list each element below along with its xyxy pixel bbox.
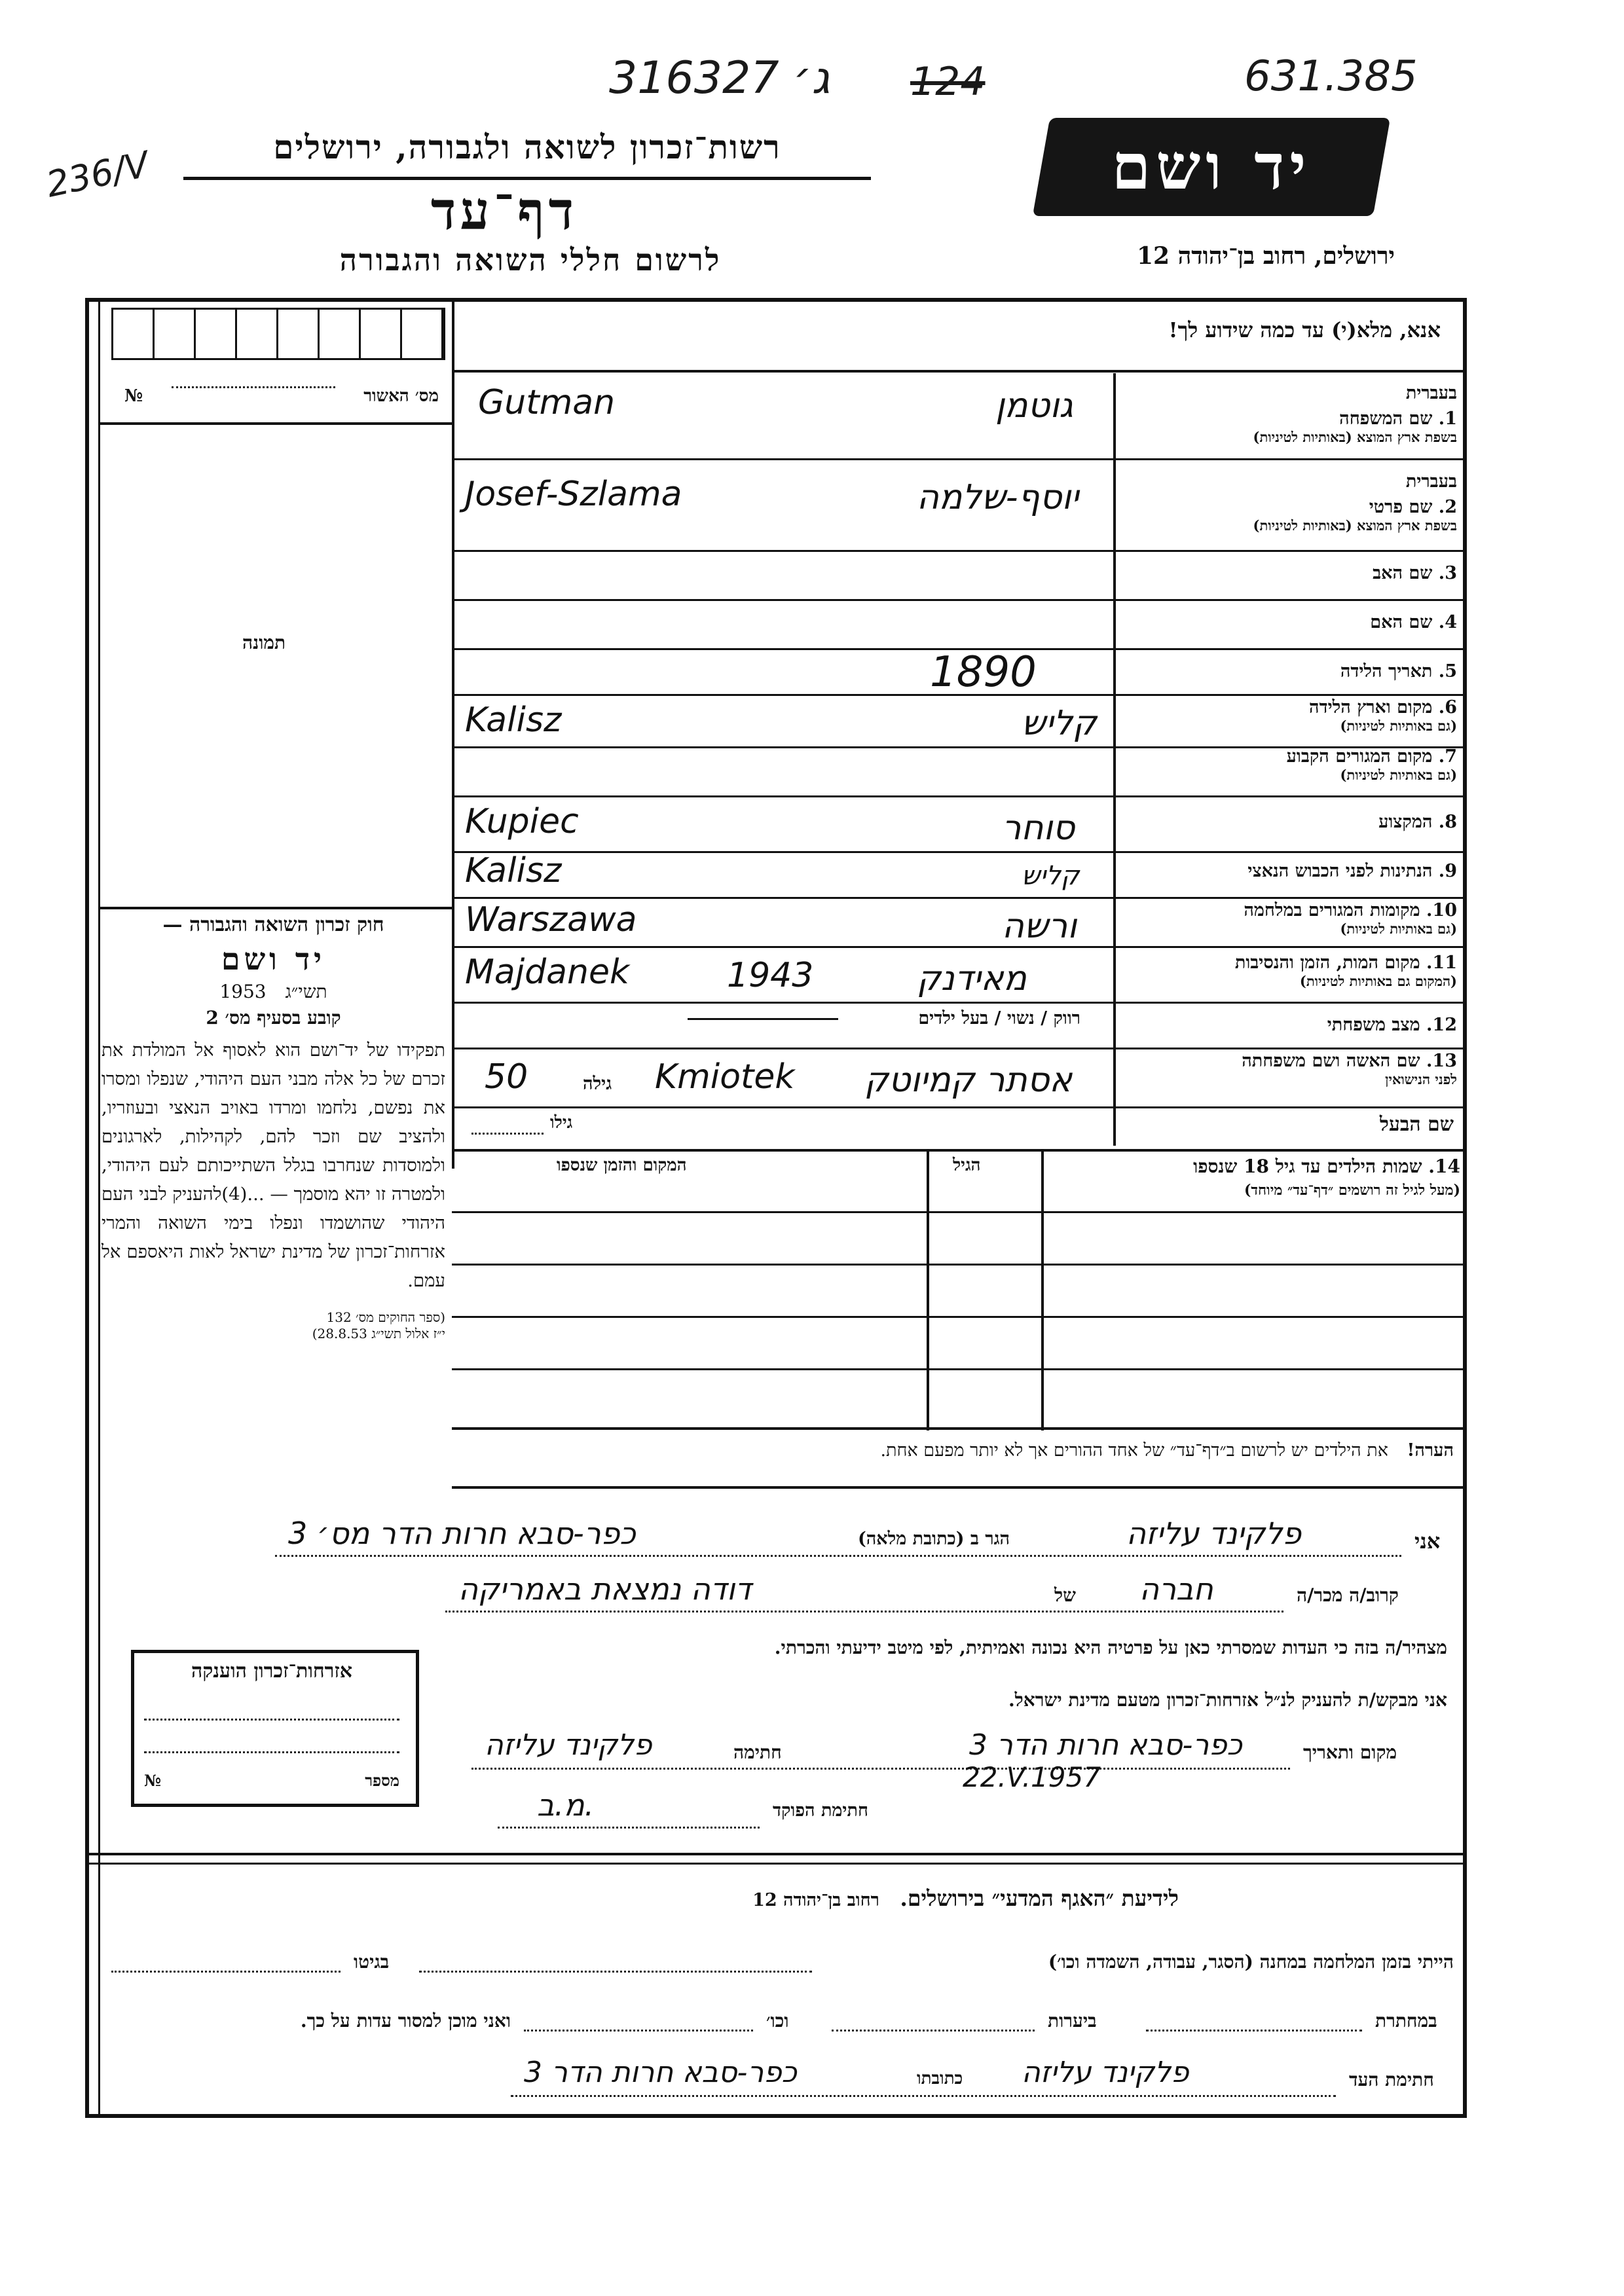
field-1-label-text: שם המשפחה bbox=[1339, 409, 1433, 429]
field-6-num: 6. bbox=[1438, 697, 1457, 718]
field-2-hebrew-tag: בעברית bbox=[1405, 471, 1457, 492]
field-3-num: 3. bbox=[1438, 563, 1457, 583]
field-8-value-latin: Kupiec bbox=[465, 802, 579, 841]
sci-witness-sig-label: חתימת העד bbox=[1349, 2069, 1434, 2090]
decl-place-date-label: מקום ותאריך bbox=[1303, 1741, 1397, 1763]
row-line-8 bbox=[452, 851, 1467, 853]
field-5-label-text: תאריך הלידה bbox=[1340, 661, 1433, 682]
decl-request: אני מבקש/ת להעניק לנ״ל אזרחות־זכרון מטעם מדינת ישראל. bbox=[1008, 1689, 1447, 1711]
decl-date-value: 22.V.1957 bbox=[963, 1761, 1101, 1793]
archive-number-margin: 236/V bbox=[43, 143, 153, 206]
children-col-age: הגיל bbox=[953, 1156, 981, 1175]
field-4-label-text: שם האם bbox=[1370, 612, 1433, 632]
field-2-value-latin: Josef-Szlama bbox=[465, 475, 682, 514]
header-address: ירושלים, רחוב בן־יהודה 12 bbox=[1136, 242, 1395, 270]
form-subtitle: לרשום חללי השואה והגבורה bbox=[339, 242, 722, 278]
children-sub: (מעל לגיל זה רושמים ״דף־עד״ מיוחד) bbox=[1244, 1182, 1460, 1199]
form-title: דף־עד bbox=[430, 180, 578, 242]
sci-forests: ביערות bbox=[1048, 2010, 1097, 2032]
field-13-age-label: גילה bbox=[583, 1074, 612, 1094]
field-11-sub: (המקום גם באותיות לטיניות) bbox=[1299, 973, 1457, 989]
field-1-label bbox=[1120, 383, 1457, 446]
field-1-value-latin: Gutman bbox=[478, 383, 616, 422]
children-row-5 bbox=[452, 1427, 1467, 1430]
sci-etc: וכו׳ bbox=[766, 2010, 789, 2032]
field-6-label-text: מקום וארץ הלידה bbox=[1309, 697, 1433, 718]
husband-age-label: גילו bbox=[550, 1113, 573, 1133]
field-13-value-latin: Kmiotek bbox=[655, 1057, 795, 1097]
law-year-he: תשי״ג bbox=[285, 981, 327, 1002]
decl-line-3 bbox=[471, 1768, 1290, 1770]
decl-ani-label: אני bbox=[1414, 1529, 1441, 1554]
sci-hideout-fill bbox=[1146, 2030, 1362, 2032]
law-logo: יד ושם bbox=[221, 941, 326, 977]
field-4-label bbox=[1120, 612, 1457, 632]
photo-label: תמונה bbox=[242, 632, 286, 653]
sci-title: לידיעת ״האגף המדעי״ בירושלים. bbox=[900, 1886, 1179, 1911]
stamp-line-1 bbox=[144, 1719, 399, 1721]
decl-line-4 bbox=[498, 1827, 760, 1829]
husband-age-line bbox=[471, 1133, 544, 1135]
field-7-label bbox=[1120, 746, 1457, 784]
law-citation-date: י״ז אלול תשי״ג 28.8.53) bbox=[312, 1326, 445, 1341]
field-9-value-hebrew: קליש bbox=[1022, 861, 1080, 891]
row-line-10 bbox=[452, 946, 1467, 948]
note-row-bottom bbox=[452, 1486, 1467, 1489]
field-12-label bbox=[1120, 1015, 1457, 1035]
field-11-value-year: 1943 bbox=[727, 956, 814, 995]
field-9-num: 9. bbox=[1438, 861, 1457, 881]
field-6-value-hebrew: קליש bbox=[1022, 704, 1097, 743]
field-7-label-text: מקום המגורים הקבוע bbox=[1286, 746, 1433, 767]
field-7-sub: (גם באותיות לטיניות) bbox=[1340, 767, 1457, 783]
row-line-2 bbox=[452, 550, 1467, 552]
field-6-value-latin: Kalisz bbox=[465, 701, 562, 740]
field-11-value-latin: Majdanek bbox=[465, 953, 630, 992]
field-5-value: 1890 bbox=[930, 648, 1037, 697]
row-line-7 bbox=[452, 795, 1467, 797]
law-citation: (ספר החוקים מס׳ 132 bbox=[326, 1309, 445, 1325]
children-row-1 bbox=[452, 1211, 1467, 1213]
decl-of-value: דודה נמצאת באמריקה bbox=[458, 1571, 752, 1607]
law-year: 1953 bbox=[219, 981, 267, 1002]
field-5-label bbox=[1120, 661, 1457, 682]
decl-statement: מצהיר/ה בזה כי העדות שמסרתי כאן על פרטיה היא נכונה ואמיתית, לפי מיטב ידיעתי והכרתי. bbox=[774, 1637, 1447, 1658]
sci-witness-line bbox=[511, 2095, 1336, 2097]
law-body: תפקידו של יד־ושם הוא לאסוף אל המולדת את זכרם של כל אלה מבני העם היהודי, שנפלו ומסרו את נפשם, נלחמו ומרדו באויב הנאצי ובעוזריו, ולהציב שם וזכר להם, לקהילות, לארגונים ולמוסדות שנחרבו בגלל השתייכותם לעם היהודי, ולמטרה זו יהא מוסמך — ...(4)להעניק לבני העם היהודי שהושמדו ונפלו בימי השואה והמרי אזרחות־זכרון של מדינת ישראל לאות היאספם אל עמם. bbox=[101, 1040, 446, 1291]
photo-box-top bbox=[98, 422, 452, 425]
photo-box-bottom bbox=[98, 907, 452, 909]
sci-ready: ואני מוכן למסור עדות על כך. bbox=[300, 2010, 511, 2032]
field-11-label-text: מקום המות, הזמן והנסיבות bbox=[1234, 953, 1420, 973]
law-year-row bbox=[101, 981, 445, 1003]
yad-vashem-logo bbox=[1033, 118, 1390, 216]
row-line-9 bbox=[452, 897, 1467, 899]
children-row-2 bbox=[452, 1264, 1467, 1266]
field-9-value-latin: Kalisz bbox=[465, 851, 562, 890]
field-2-value-hebrew: יוסף-שלמה bbox=[917, 478, 1079, 517]
law-title: חוק זכרון השואה והגבורה — bbox=[162, 913, 384, 936]
field-1-value-hebrew: גוטמן bbox=[995, 386, 1073, 426]
field-2-label bbox=[1120, 471, 1457, 534]
children-num: 14. bbox=[1428, 1156, 1460, 1177]
note-text: את הילדים יש לרשום ב״דף־עד״ של אחד ההורים אך לא יותר מפעם אחת. bbox=[880, 1440, 1388, 1461]
row-line-12 bbox=[452, 1048, 1467, 1049]
sci-witness-sig-value: פלקינד עליזה bbox=[1022, 2056, 1189, 2089]
stamp-number-symbol: № bbox=[144, 1771, 162, 1790]
field-12-label-text: מצב משפחתי bbox=[1327, 1015, 1420, 1035]
logo-text: יד ושם bbox=[1111, 130, 1312, 204]
field-6-label bbox=[1120, 697, 1457, 735]
field-13-num: 13. bbox=[1426, 1051, 1457, 1071]
field-8-num: 8. bbox=[1438, 812, 1457, 832]
decl-line-2 bbox=[445, 1611, 1283, 1613]
archive-number-struck: 124 bbox=[910, 59, 986, 105]
decl-officer-value: מ.ב. bbox=[537, 1787, 595, 1823]
field-10-value-latin: Warszawa bbox=[465, 900, 637, 939]
sci-divider-2 bbox=[85, 1863, 1467, 1865]
sci-hideout: במחתרת bbox=[1375, 2010, 1437, 2032]
field-1-sub: בשפת ארץ המוצא (באותיות לטיניות) bbox=[1253, 429, 1457, 445]
field-10-sub: (גם באותיות לטיניות) bbox=[1340, 920, 1457, 937]
children-label-text: שמות הילדים עד גיל 18 שנספו bbox=[1193, 1156, 1422, 1177]
field-1-hebrew-tag: בעברית bbox=[1405, 383, 1457, 403]
approval-label-text: מס׳ האשור bbox=[363, 386, 439, 406]
decl-line-1 bbox=[275, 1555, 1401, 1557]
field-2-label-text: שם פרטי bbox=[1369, 497, 1433, 517]
row-line-13 bbox=[452, 1106, 1467, 1108]
sci-witness-addr-label: כתובתו bbox=[917, 2069, 963, 2088]
law-box bbox=[101, 913, 445, 1342]
field-10-label bbox=[1120, 900, 1457, 938]
field-9-label-text: הנתינות לפני הכבוש הנאצי bbox=[1247, 861, 1433, 881]
children-col-divider-2 bbox=[927, 1149, 929, 1430]
note-label: הערה! bbox=[1407, 1440, 1454, 1461]
decl-signature-value: פלקינד עליזה bbox=[485, 1728, 652, 1762]
decl-address-value: כפר-סבא חרות הדר מס׳ 3 bbox=[288, 1516, 636, 1551]
children-row-3 bbox=[452, 1316, 1467, 1318]
org-name: רשות־זכרון לשואה ולגבורה, ירושלים bbox=[273, 128, 781, 166]
field-10-label-text: מקומות המגורים במלחמה bbox=[1244, 900, 1420, 920]
field-1-num: 1. bbox=[1438, 409, 1457, 429]
archive-number-right: 631.385 bbox=[1244, 52, 1418, 101]
sci-line1-suffix: בגיטו bbox=[354, 1951, 390, 1973]
field-13-age-value: 50 bbox=[485, 1057, 528, 1097]
decl-address-label: הגר ב (כתובת מלאה) bbox=[858, 1529, 1010, 1549]
field-2-num: 2. bbox=[1438, 497, 1457, 517]
decl-relation-value: חברה bbox=[1139, 1571, 1213, 1607]
approval-label bbox=[124, 386, 439, 406]
husband-label: שם הבעל bbox=[1379, 1113, 1454, 1136]
decl-of-label: של bbox=[1054, 1584, 1076, 1606]
field-13-label bbox=[1120, 1051, 1457, 1088]
children-label bbox=[1048, 1156, 1460, 1199]
field-13-label-text: שם האשה ושם משפחתה bbox=[1242, 1051, 1420, 1071]
label-column-divider bbox=[1113, 373, 1116, 1146]
row-line-husband bbox=[452, 1149, 1467, 1152]
sci-address: רחוב בן־יהודה 12 bbox=[752, 1890, 879, 1910]
field-4-num: 4. bbox=[1438, 612, 1457, 632]
field-2-sub: בשפת ארץ המוצא (באותיות לטיניות) bbox=[1253, 517, 1457, 534]
note-row bbox=[458, 1440, 1454, 1461]
row-line-1 bbox=[452, 458, 1467, 460]
sci-line1-end bbox=[111, 1971, 341, 1973]
stamp-number-label: מספר bbox=[365, 1771, 399, 1790]
law-section: קובע בסעיף מס׳ 2 bbox=[206, 1007, 341, 1029]
decl-ani-value: פלקינד עליזה bbox=[1126, 1516, 1302, 1551]
children-row-4 bbox=[452, 1368, 1467, 1370]
decl-officer-label: חתימת הפוקד bbox=[773, 1800, 868, 1821]
field-12-options: רווק / נשוי / בעל ילדים bbox=[918, 1008, 1080, 1029]
sci-title-row bbox=[458, 1886, 1179, 1912]
sci-line1-prefix: הייתי בזמן המלחמה במחנה (הסגר, עבודה, השמדה וכו׳) bbox=[1048, 1951, 1454, 1973]
field-12-num: 12. bbox=[1426, 1015, 1457, 1035]
intro-row-line bbox=[452, 370, 1467, 373]
sci-line1-fill bbox=[419, 1971, 812, 1973]
field-9-label bbox=[1120, 861, 1457, 881]
field-10-value-hebrew: ורשה bbox=[1002, 907, 1077, 946]
field-7-num: 7. bbox=[1438, 746, 1457, 767]
form-frame-inner-left bbox=[98, 298, 100, 2118]
field-6-sub: (גם באותיות לטיניות) bbox=[1340, 718, 1457, 734]
field-5-num: 5. bbox=[1438, 661, 1457, 682]
row-line-3 bbox=[452, 599, 1467, 601]
sci-forests-fill bbox=[832, 2030, 1035, 2032]
children-col-place: המקום והזמן שנספו bbox=[557, 1156, 687, 1175]
field-8-label bbox=[1120, 812, 1457, 832]
decl-place-value: כפר-סבא חרות הדר 3 bbox=[969, 1728, 1242, 1762]
photo-column-divider bbox=[452, 298, 454, 1169]
field-3-label bbox=[1120, 563, 1457, 583]
intro-text: אנא, מלא(י) עד כמה שידוע לך! bbox=[1168, 318, 1441, 342]
approval-boxes bbox=[111, 308, 445, 360]
decl-relation-label: קרוב/ה מכר/ה bbox=[1297, 1584, 1399, 1606]
field-11-label bbox=[1120, 953, 1457, 990]
field-12-strike bbox=[688, 1018, 838, 1020]
stamp-title: אזרחות־זכרון הוענקה bbox=[191, 1660, 353, 1683]
stamp-line-2 bbox=[144, 1751, 399, 1753]
field-13-sub: לפני הנישואין bbox=[1385, 1071, 1457, 1087]
sci-divider-1 bbox=[85, 1853, 1467, 1855]
field-13-value-hebrew: אסתר קמיוטק bbox=[864, 1061, 1073, 1100]
approval-no-symbol: № bbox=[124, 386, 143, 406]
decl-signature-label: חתימה bbox=[733, 1741, 782, 1763]
stamp-number-row bbox=[144, 1771, 399, 1791]
field-8-value-hebrew: סוחר bbox=[1002, 809, 1075, 848]
field-11-value-hebrew: מאידנק bbox=[917, 959, 1027, 998]
archive-number-handwritten: ג׳ 316327 bbox=[609, 52, 830, 104]
field-11-num: 11. bbox=[1426, 953, 1457, 973]
field-8-label-text: המקצוע bbox=[1378, 812, 1433, 832]
field-10-num: 10. bbox=[1426, 900, 1457, 920]
field-3-label-text: שם האב bbox=[1373, 563, 1433, 583]
row-line-11 bbox=[452, 1002, 1467, 1004]
sci-etc-fill bbox=[524, 2030, 753, 2032]
sci-witness-addr-value: כפר-סבא חרות הדר 3 bbox=[524, 2056, 797, 2089]
children-col-divider-1 bbox=[1041, 1149, 1044, 1430]
